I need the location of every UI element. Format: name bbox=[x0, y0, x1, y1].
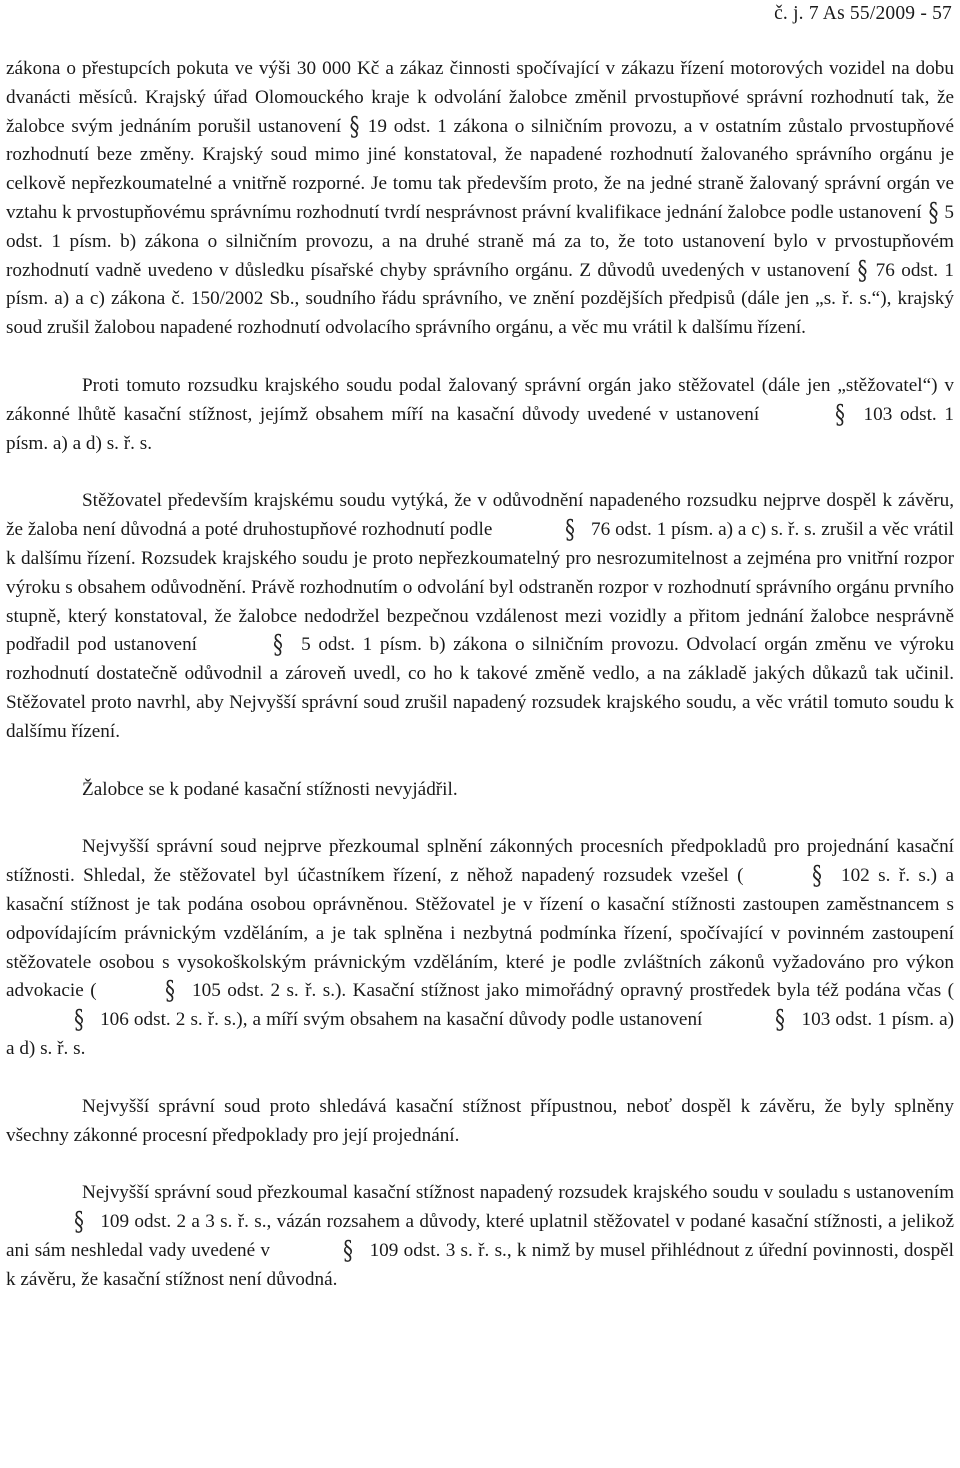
paragraph-text: 109 odst. 3 s. ř. s., k nimž by musel přihlédnout z úřední povinnosti, dospěl k závěru, že kasační stížnost není důvodná. bbox=[6, 1239, 955, 1290]
document-page bbox=[6, 0, 954, 1468]
paragraph: Nejvyšší správní soud přezkoumal kasační stížnost napadený rozsudek krajského soudu v souladu s ustanovením § 109 odst. 2 a 3 s. ř. s., vázán rozsahem a důvody, které uplatnil stěžovatel v podané kasační stížnosti, a jelikož ani sám neshledal vady uvedené v § 109 odst. 3 s. ř. s., k nimž by musel přihlédnout z úřední povinnosti, dospěl k závěru, že kasační stížnost není důvodná. bbox=[6, 1182, 955, 1290]
paragraph-text: Nejvyšší správní soud nejprve přezkoumal splnění zákonných procesních předpokladů pro projednání kasační stížnosti. Shledal, že stěžovatel byl účastníkem řízení, z něhož napadený rozsudek vzešel ( bbox=[6, 836, 954, 887]
document-body bbox=[6, 55, 954, 1294]
paragraph bbox=[6, 1093, 954, 1151]
paragraph-text: Nejvyšší správní soud přezkoumal kasační stížnost napadený rozsudek krajského soudu v souladu s ustanovením bbox=[82, 1182, 954, 1204]
paragraph-text: 19 odst. 1 zákona o silničním provozu, a v ostatním zůstalo prvostupňové rozhodnutí beze změny. Krajský soud mimo jiné konstatoval, že napadené rozhodnutí žalovaného správního orgánu je celkově nepřezkoumatelné a vnitřně rozporné. Je tomu tak především proto, že na jedné straně žalovaný správní orgán ve vztahu k prvostupňovému správnímu rozhodnutí tvrdí nesprávnost právní kvalifikace jednání žalobce podle ustanovení bbox=[6, 115, 954, 223]
paragraph-text: 103 odst. 1 písm. a) a d) s. ř. s. bbox=[6, 403, 954, 454]
paragraph-text: 109 odst. 2 a 3 s. ř. s., vázán rozsahem a důvody, které uplatnil stěžovatel v podané kasační stížnosti, a jelikož ani sám neshledal vady uvedené v bbox=[6, 1211, 954, 1261]
paragraph-text: Nejvyšší správní soud proto shledává kasační stížnost přípustnou, neboť dospěl k závěru, že byly splněny všechny zákonné procesní předpoklady pro její projednání. bbox=[6, 1095, 954, 1146]
paragraph-text: 106 odst. 2 s. ř. s.), a míří svým obsahem na kasační důvody podle ustanovení bbox=[95, 1009, 708, 1031]
paragraph-text: zákona o přestupcích pokuta ve výši 30 000 Kč a zákaz činnosti spočívající v zákazu řízení motorových vozidel na dobu dvanácti měsíců. Krajský úřad Olomouckého kraje k odvolání žalobce změnil prvostupňové správní rozhodnutí tak, že žalobce svým jednáním porušil ustanovení bbox=[6, 58, 954, 137]
paragraph-text: 102 s. ř. s.) a kasační stížnost je tak podána osobou oprávněnou. Stěžovatel je v řízení o kasační stížnosti zastoupen zaměstnancem s odpovídajícím právnickým vzděláním, a je tak splněna i nezbytná podmínka řízení, spočívající v povinném zastoupení stěžovatele osobou s vysokoškolským právnickým vzděláním, které je podle zvláštních zákonů vyžadováno pro výkon advokacie ( bbox=[6, 865, 954, 1002]
paragraph bbox=[6, 776, 954, 805]
paragraph-text: 105 odst. 2 s. ř. s.). Kasační stížnost jako mimořádný opravný prostředek byla též podána včas ( bbox=[185, 980, 954, 1002]
paragraph-text: 5 odst. 1 písm. b) zákona o silničním provozu, a na druhé straně má za to, že toto ustanovení bylo v prvostupňovém rozhodnutí vadně uvedeno v důsledku písařské chyby správního orgánu. Z důvodů uvedených v ustanovení bbox=[6, 201, 954, 281]
paragraph-text: 5 odst. 1 písm. b) zákona o silničním provozu. Odvolací orgán změnu ve výroku rozhodnutí dostatečně odůvodnil a zároveň uvedl, co ho k takové změně vedlo, a na základě jakých důkazů tak učinil. Stěžovatel proto navrhl, aby Nejvyšší správní soud zrušil napadený rozsudek krajského soudu, a věc vrátil tomuto soudu k dalšímu řízení. bbox=[6, 634, 954, 742]
paragraph-text: Žalobce se k podané kasační stížnosti nevyjádřil. bbox=[82, 778, 458, 800]
case-number: č. j. 7 As 55/2009 - 57 bbox=[774, 3, 952, 24]
paragraph-text: 76 odst. 1 písm. a) a c) s. ř. s. zrušil a věc vrátil k dalšímu řízení. Rozsudek krajského soudu je proto nepřezkoumatelný pro nesrozumitelnost a zejména pro vnitřní rozpor výroku s obsahem odůvodnění. Právě rozhodnutím o odvolání byl odstraněn rozpor v rozhodnutí správního orgánu prvního stupně, který konstatoval, že žalobce nedodržel bezpečnou vzdálenost mezi vozidly a přitom jednání žalobce nesprávně podřadil pod ustanovení bbox=[6, 519, 955, 656]
paragraph: zákona o přestupcích pokuta ve výši 30 000 Kč a zákaz činnosti spočívající v zákazu řízení motorových vozidel na dobu dvanácti měsíců. Krajský úřad Olomouckého kraje k odvolání žalobce změnil prvostupňové správní rozhodnutí tak, že žalobce svým jednáním porušil ustanovení § 19 odst. 1 zákona o silničním provozu, a v ostatním zůstalo prvostupňové rozhodnutí beze změny. Krajský soud mimo jiné konstatoval, že napadené rozhodnutí žalovaného správního orgánu je celkově nepřezkoumatelné a vnitřně rozporné. Je tomu tak především proto, že na jedné straně žalovaný správní orgán ve vztahu k prvostupňovému správnímu rozhodnutí tvrdí nesprávnost právní kvalifikace jednání žalobce podle ustanovení § 5 odst. 1 písm. b) zákona o silničním provozu, a na druhé straně má za to, že toto ustanovení bylo v prvostupňovém rozhodnutí vadně uvedeno v důsledku písařské chyby správního orgánu. Z důvodů uvedených v ustanovení § 76 odst. 1 písm. a) a c) zákona č. 150/2002 Sb., soudního řádu správního, ve znění pozdějších předpisů (dále jen „s. ř. s.“), krajský soud zrušil žalobou napadené rozhodnutí odvolacího správního orgánu, a věc mu vrátil k dalšímu řízení. bbox=[6, 58, 954, 339]
paragraph-text: 76 odst. 1 písm. a) a c) zákona č. 150/2002 Sb., soudního řádu správního, ve znění pozdějších předpisů (dále jen „s. ř. s.“), krajský soud zrušil žalobou napadené rozhodnutí odvolacího správního orgánu, a věc mu vrátil k dalšímu řízení. bbox=[6, 259, 954, 339]
paragraph: Proti tomuto rozsudku krajského soudu podal žalovaný správní orgán jako stěžovatel (dále jen „stěžovatel“) v zákonné lhůtě kasační stížnost, jejímž obsahem míří na kasační důvody uvedené v ustanovení § 103 odst. 1 písm. a) a d) s. ř. s. bbox=[6, 374, 954, 454]
paragraph: Stěžovatel především krajskému soudu vytýká, že v odůvodnění napadeného rozsudku nejprve dospěl k závěru, že žaloba není důvodná a poté druhostupňové rozhodnutí podle § 76 odst. 1 písm. a) a c) s. ř. s. zrušil a věc vrátil k dalšímu řízení. Rozsudek krajského soudu je proto nepřezkoumatelný pro nesrozumitelnost a zejména pro vnitřní rozpor výroku s obsahem odůvodnění. Právě rozhodnutím o odvolání byl odstraněn rozpor v rozhodnutí správního orgánu prvního stupně, který konstatoval, že žalobce nedodržel bezpečnou vzdálenost mezi vozidly a přitom jednání žalobce nesprávně podřadil pod ustanovení § 5 odst. 1 písm. b) zákona o silničním provozu. Odvolací orgán změnu ve výroku rozhodnutí dostatečně odůvodnil a zároveň uvedl, co ho k takové změně vedlo, a na základě jakých důkazů tak učinil. Stěžovatel proto navrhl, aby Nejvyšší správní soud zrušil napadený rozsudek krajského soudu, a věc vrátil tomuto soudu k dalšímu řízení. bbox=[6, 490, 955, 742]
paragraph: Nejvyšší správní soud nejprve přezkoumal splnění zákonných procesních předpokladů pro projednání kasační stížnosti. Shledal, že stěžovatel byl účastníkem řízení, z něhož napadený rozsudek vzešel ( § 102 s. ř. s.) a kasační stížnost je tak podána osobou oprávněnou. Stěžovatel je v řízení o kasační stížnosti zastoupen zaměstnancem s odpovídajícím právnickým vzděláním, a je tak splněna i nezbytná podmínka řízení, spočívající v povinném zastoupení stěžovatele osobou s vysokoškolským právnickým vzděláním, které je podle zvláštních zákonů vyžadováno pro výkon advokacie ( § 105 odst. 2 s. ř. s.). Kasační stížnost jako mimořádný opravný prostředek byla též podána včas (§ 106 odst. 2 s. ř. s.), a míří svým obsahem na kasační důvody podle ustanovení § 103 odst. 1 písm. a) a d) s. ř. s. bbox=[6, 836, 954, 1059]
paragraph-text: Stěžovatel především krajskému soudu vytýká, že v odůvodnění napadeného rozsudku nejprve dospěl k závěru, že žaloba není důvodná a poté druhostupňové rozhodnutí podle bbox=[6, 490, 954, 541]
paragraph-text: Proti tomuto rozsudku krajského soudu podal žalovaný správní orgán jako stěžovatel (dále jen „stěžovatel“) v zákonné lhůtě kasační stížnost, jejímž obsahem míří na kasační důvody uvedené v ustanovení bbox=[6, 374, 954, 425]
paragraph-text: 103 odst. 1 písm. a) a d) s. ř. s. bbox=[6, 1009, 954, 1059]
